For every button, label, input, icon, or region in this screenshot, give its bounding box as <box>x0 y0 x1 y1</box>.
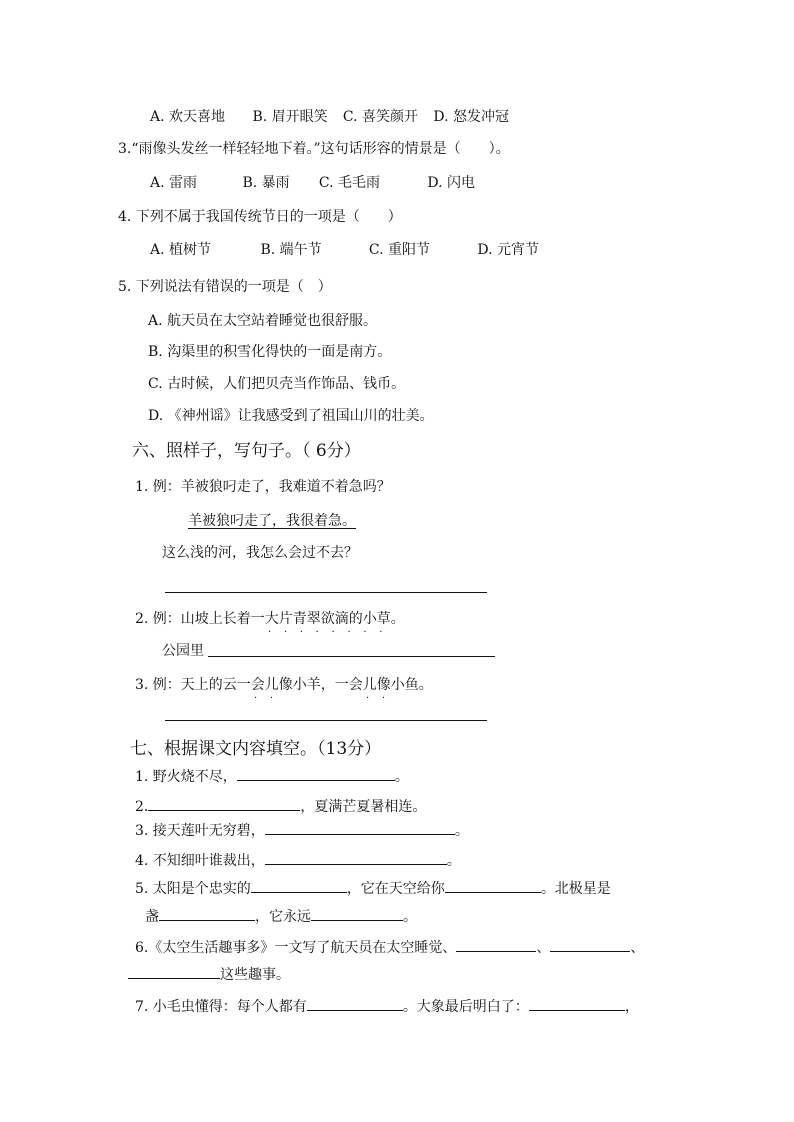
s7-blank-5a[interactable] <box>251 878 347 893</box>
s6-task2-prefix: 公园里 <box>162 643 204 659</box>
s7-line6-text-a: 6.《太空生活趣事多》一文写了航天员在太空睡觉、 <box>135 940 457 956</box>
s6-answer-line-3[interactable] <box>165 720 487 721</box>
s7-line7-text-a: 7. 小毛虫懂得：每个人都有 <box>135 999 307 1015</box>
q3-options <box>150 174 475 192</box>
s7-line1-end: 。 <box>394 769 409 785</box>
s7-blank-7a[interactable] <box>307 996 403 1011</box>
q2-options <box>150 108 509 126</box>
s7-line6-text-b: 、 <box>536 940 551 956</box>
s7-line1 <box>135 766 409 786</box>
s6-example1-answer: 羊被狼叼走了，我很着急。 <box>188 513 356 529</box>
s7-line2-num: 2. <box>135 799 149 815</box>
q4-option-d: D. 元宵节 <box>477 242 539 258</box>
s7-blank-3[interactable] <box>265 820 455 835</box>
s7-blank-5d[interactable] <box>311 906 403 921</box>
q5-option-d: D. 《神州谣》让我感受到了祖国山川的壮美。 <box>148 408 434 424</box>
section7-title: 七、根据课文内容填空。（13分） <box>130 739 382 759</box>
q2-option-d: D. 怒发冲冠 <box>433 109 509 125</box>
q4-options <box>150 241 539 259</box>
s7-line6-cont <box>128 964 290 984</box>
s7-line2-text: ，夏满芒夏暑相连。 <box>300 799 427 815</box>
s6-example3-emphasis-dots-2: · · <box>366 693 386 704</box>
q2-option-c: C. 喜笑颜开 <box>342 109 419 125</box>
s7-line5-text-a: 5. 太阳是个忠实的 <box>135 881 251 897</box>
q3-option-c: C. 毛毛雨 <box>318 175 381 191</box>
q3-stem: 3.“雨像头发丝一样轻轻地下着。”这句话形容的情景是（ ）。 <box>118 141 510 157</box>
q5-option-a: A. 航天员在太空站着睡觉也很舒服。 <box>148 313 378 329</box>
q4-option-c: C. 重阳节 <box>368 242 431 258</box>
s6-task1: 这么浅的河，我怎么会过不去？ <box>162 545 358 561</box>
q4-option-a: A. 植树节 <box>150 242 212 258</box>
s7-line5-text-b: ，它在天空给你 <box>346 881 445 897</box>
s7-line3 <box>135 820 469 840</box>
q5-stem: 5. 下列说法有错误的一项是（ ） <box>118 279 332 295</box>
q3-option-a: A. 雷雨 <box>150 175 198 191</box>
q2-option-a: A. 欢天喜地 <box>150 109 226 125</box>
s7-line4 <box>135 850 461 870</box>
s7-blank-6b[interactable] <box>550 937 630 952</box>
s6-example2-emphasis-dots: · · · · · · · · <box>268 627 383 638</box>
s7-line5-text-c: 。北极星是 <box>540 881 611 897</box>
section6-title: 六、照样子，写句子。（ 6分） <box>132 441 361 461</box>
s7-blank-5b[interactable] <box>445 878 541 893</box>
q3-option-d: D. 闪电 <box>427 175 475 191</box>
s7-line5-text-f: 。 <box>403 909 417 925</box>
s7-blank-4[interactable] <box>265 850 447 865</box>
q5-option-b: B. 沟渠里的积雪化得快的一面是南方。 <box>148 344 392 360</box>
s6-example3-emphasis-dots-1: · · <box>254 693 274 704</box>
s7-line7-text-c: ， <box>624 999 639 1015</box>
q4-stem: 4. 下列不属于我国传统节日的一项是（ ） <box>118 209 402 225</box>
s7-line5-cont <box>145 906 417 926</box>
s7-line6-text-c: 、 <box>630 940 645 956</box>
s7-blank-5c[interactable] <box>159 906 255 921</box>
s7-blank-7b[interactable] <box>529 996 625 1011</box>
s6-example3: 3. 例：天上的云一会儿像小羊，一会儿像小鱼。 <box>135 677 433 693</box>
s7-line2 <box>135 796 426 816</box>
s7-line6 <box>135 937 644 957</box>
s7-blank-6c[interactable] <box>128 964 220 979</box>
s7-line1-text: 1. 野火烧不尽， <box>135 769 237 785</box>
s7-blank-1[interactable] <box>237 766 395 781</box>
s7-line6-text-d: 这些趣事。 <box>220 967 290 983</box>
s7-line3-text: 3. 接天莲叶无穷碧， <box>135 823 265 839</box>
q4-option-b: B. 端午节 <box>260 242 322 258</box>
s7-line5 <box>135 878 611 898</box>
s7-line4-end: 。 <box>446 853 461 869</box>
s6-example2: 2. 例：山坡上长着一大片青翠欲滴的小草。 <box>135 611 405 627</box>
s7-line3-end: 。 <box>454 823 469 839</box>
s6-answer-line-1[interactable] <box>165 592 487 593</box>
q5-option-c: C. 古时候，人们把贝壳当作饰品、钱币。 <box>148 376 406 392</box>
s7-line5-text-e: ，它永远 <box>255 909 311 925</box>
q2-option-b: B. 眉开眼笑 <box>252 109 328 125</box>
s7-line7 <box>135 996 639 1016</box>
s7-line7-text-b: 。大象最后明白了： <box>402 999 529 1015</box>
q3-option-b: B. 暴雨 <box>242 175 290 191</box>
s7-line5-text-d: 盏 <box>145 909 159 925</box>
s7-blank-6a[interactable] <box>456 937 536 952</box>
s6-answer-line-2[interactable] <box>208 656 495 657</box>
s7-line4-text: 4. 不知细叶谁裁出， <box>135 853 265 869</box>
s7-blank-2[interactable] <box>148 796 300 811</box>
s6-example1: 1. 例：羊被狼叼走了，我难道不着急吗？ <box>135 479 391 495</box>
